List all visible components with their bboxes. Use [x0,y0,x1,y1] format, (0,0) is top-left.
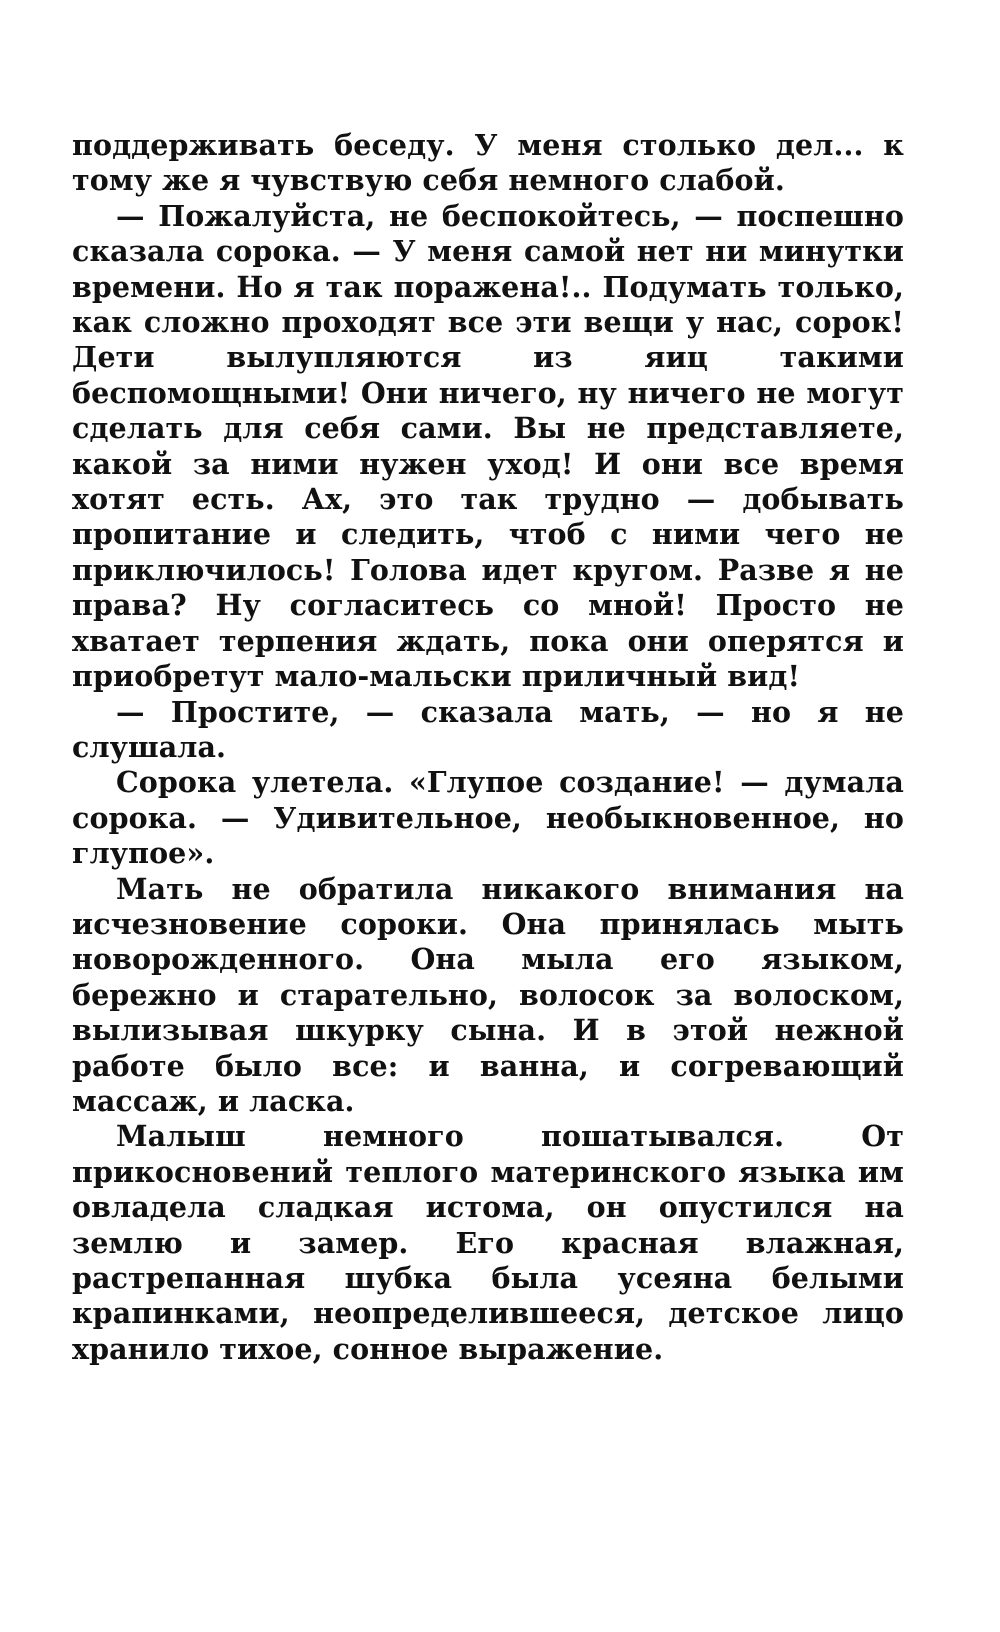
paragraph-1: поддерживать беседу. У меня столько дел... к тому же я чувствую себя немного слабой. [72,128,904,198]
paragraph-4: Сорока улетела. «Глупое создание! — думала сорока. — Удивительное, необыкновенное, но глупое». [72,765,904,871]
paragraph-6: Малыш немного пошатывался. От прикосновений теплого материнского языка им овладела сладкая истома, он опустился на землю и замер. Его красная влажная, растрепанная шубка была усеяна белыми крапинками, неопределившееся, детское лицо хранило тихое, сонное выражение. [72,1119,904,1366]
book-page-text [72,128,904,1367]
paragraph-3: — Простите, — сказала мать, — но я не слушала. [72,694,904,764]
paragraph-5: Мать не обратила никакого внимания на исчезновение сороки. Она принялась мыть новорожденного. Она мыла его языком, бережно и старательно, волосок за волоском, вылизывая шкурку сына. И в этой нежной работе было все: и ванна, и согревающий массаж, и ласка. [72,871,904,1118]
paragraph-2: — Пожалуйста, не беспокойтесь, — поспешно сказала сорока. — У меня самой нет ни минутки времени. Но я так поражена!.. Подумать только, как сложно проходят все эти вещи у нас, сорок! Дети вылупляются из яиц такими беспомощными! Они ничего, ну ничего не могут сделать для себя сами. Вы не представляете, какой за ними нужен уход! И они все время хотят есть. Ах, это так трудно — добывать пропитание и следить, чтоб с ними чего не приключилось! Голова идет кругом. Разве я не права? Ну согласитесь со мной! Просто не хватает терпения ждать, пока они оперятся и приобретут мало-мальски приличный вид! [72,198,904,694]
